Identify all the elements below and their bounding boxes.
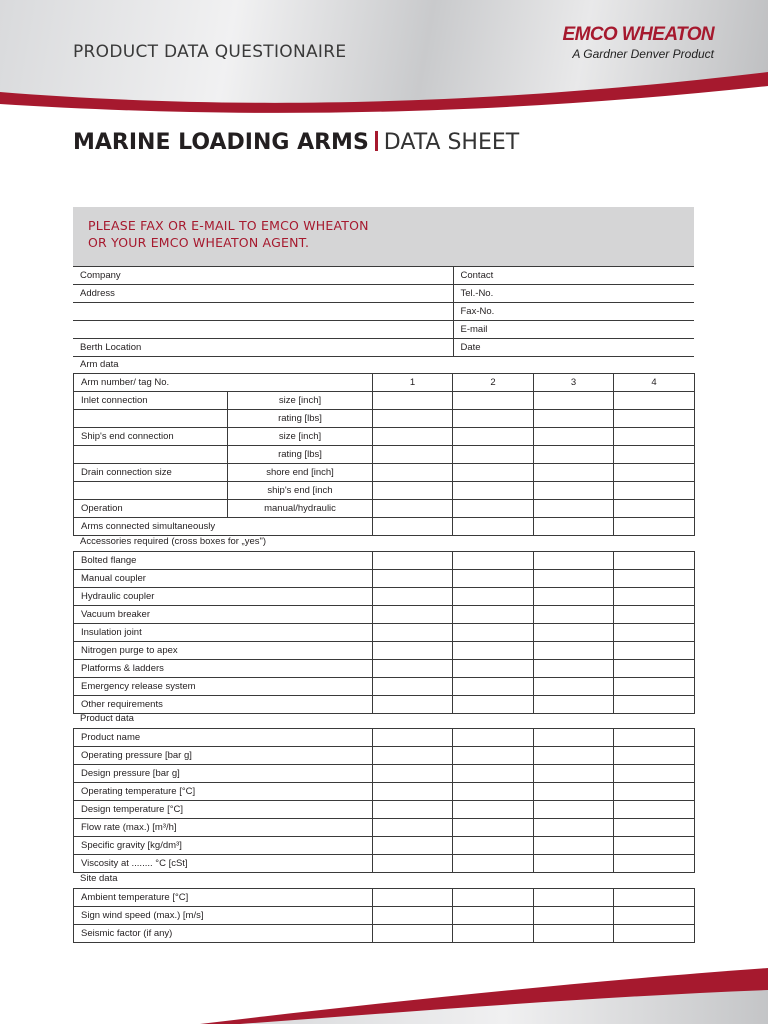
row-label: Ambient temperature [°C] xyxy=(74,889,373,907)
questionnaire-title: PRODUCT DATA QUESTIONAIRE xyxy=(73,42,347,62)
row-label: Vacuum breaker xyxy=(74,606,373,624)
checkbox-cell[interactable] xyxy=(534,624,614,642)
table-row xyxy=(74,482,695,500)
input-cell[interactable] xyxy=(373,907,453,925)
checkbox-cell[interactable] xyxy=(453,696,534,714)
table-row xyxy=(74,588,695,606)
input-cell[interactable] xyxy=(453,446,534,464)
table-row xyxy=(74,374,695,392)
input-cell[interactable] xyxy=(614,518,695,536)
input-cell[interactable] xyxy=(453,801,534,819)
brand-logo: EMCO WHEATON xyxy=(562,24,714,45)
input-cell[interactable] xyxy=(534,464,614,482)
input-cell[interactable] xyxy=(614,889,695,907)
arm-col-4: 4 xyxy=(614,374,695,392)
table-row xyxy=(74,500,695,518)
input-cell[interactable] xyxy=(534,410,614,428)
input-cell[interactable] xyxy=(614,907,695,925)
table-row xyxy=(74,907,695,925)
input-cell[interactable] xyxy=(534,729,614,747)
row-sub-label: manual/hydraulic xyxy=(228,500,373,518)
input-cell[interactable] xyxy=(534,907,614,925)
checkbox-cell[interactable] xyxy=(534,552,614,570)
row-label: Sign wind speed (max.) [m/s] xyxy=(74,907,373,925)
checkbox-cell[interactable] xyxy=(614,624,695,642)
checkbox-cell[interactable] xyxy=(534,660,614,678)
row-label: Bolted flange xyxy=(74,552,373,570)
input-cell[interactable] xyxy=(453,747,534,765)
input-cell[interactable] xyxy=(614,392,695,410)
row-sub-label: size [inch] xyxy=(228,392,373,410)
checkbox-cell[interactable] xyxy=(614,678,695,696)
input-cell[interactable] xyxy=(614,925,695,943)
table-row xyxy=(73,339,694,357)
row-label: Ship's end connection xyxy=(74,428,228,446)
checkbox-cell[interactable] xyxy=(373,660,453,678)
checkbox-cell[interactable] xyxy=(373,642,453,660)
checkbox-cell[interactable] xyxy=(614,552,695,570)
input-cell[interactable] xyxy=(453,925,534,943)
row-label: Platforms & ladders xyxy=(74,660,373,678)
table-row xyxy=(74,889,695,907)
checkbox-cell[interactable] xyxy=(614,570,695,588)
table-row xyxy=(74,464,695,482)
checkbox-cell[interactable] xyxy=(614,606,695,624)
table-row xyxy=(74,696,695,714)
arm-data-table xyxy=(73,373,695,536)
row-label: Emergency release system xyxy=(74,678,373,696)
input-cell[interactable] xyxy=(534,765,614,783)
input-cell[interactable] xyxy=(373,464,453,482)
input-cell[interactable] xyxy=(373,837,453,855)
input-cell[interactable] xyxy=(534,889,614,907)
row-label: Manual coupler xyxy=(74,570,373,588)
row-label: Design pressure [bar g] xyxy=(74,765,373,783)
checkbox-cell[interactable] xyxy=(453,624,534,642)
input-cell[interactable] xyxy=(614,428,695,446)
row-label: Insulation joint xyxy=(74,624,373,642)
checkbox-cell[interactable] xyxy=(373,624,453,642)
title-light: DATA SHEET xyxy=(383,130,520,155)
notice-line-2: OR YOUR EMCO WHEATON AGENT. xyxy=(88,235,310,250)
row-label: Nitrogen purge to apex xyxy=(74,642,373,660)
input-cell[interactable] xyxy=(373,925,453,943)
input-cell[interactable] xyxy=(534,518,614,536)
input-cell[interactable] xyxy=(614,410,695,428)
input-cell[interactable] xyxy=(453,410,534,428)
table-row xyxy=(74,446,695,464)
input-cell[interactable] xyxy=(534,482,614,500)
checkbox-cell[interactable] xyxy=(534,588,614,606)
checkbox-cell[interactable] xyxy=(373,588,453,606)
checkbox-cell[interactable] xyxy=(614,660,695,678)
input-cell[interactable] xyxy=(614,729,695,747)
input-cell[interactable] xyxy=(453,783,534,801)
table-row xyxy=(74,428,695,446)
table-row xyxy=(74,552,695,570)
input-cell[interactable] xyxy=(453,819,534,837)
row-label: Operating temperature [°C] xyxy=(74,783,373,801)
brand-tagline: A Gardner Denver Product xyxy=(572,47,714,61)
input-cell[interactable] xyxy=(614,482,695,500)
row-label: Flow rate (max.) [m³/h] xyxy=(74,819,373,837)
section-product-data: Product data xyxy=(80,713,134,724)
document-title xyxy=(73,130,519,155)
input-cell[interactable] xyxy=(534,392,614,410)
input-cell[interactable] xyxy=(534,801,614,819)
product-data-table xyxy=(73,728,695,873)
row-sub-label: ship's end [inch xyxy=(228,482,373,500)
address-field[interactable]: Address xyxy=(73,285,453,303)
input-cell[interactable] xyxy=(614,500,695,518)
date-field[interactable]: Date xyxy=(453,339,694,357)
table-row xyxy=(74,855,695,873)
row-label: Hydraulic coupler xyxy=(74,588,373,606)
input-cell[interactable] xyxy=(453,765,534,783)
checkbox-cell[interactable] xyxy=(373,678,453,696)
input-cell[interactable] xyxy=(373,428,453,446)
input-cell[interactable] xyxy=(534,819,614,837)
table-row xyxy=(74,801,695,819)
input-cell[interactable] xyxy=(534,783,614,801)
row-sub-label: rating [lbs] xyxy=(228,446,373,464)
input-cell[interactable] xyxy=(453,392,534,410)
contact-table xyxy=(73,266,694,357)
input-cell[interactable] xyxy=(373,446,453,464)
section-arm-data: Arm data xyxy=(80,359,119,370)
checkbox-cell[interactable] xyxy=(453,642,534,660)
notice-line-1: PLEASE FAX OR E-MAIL TO EMCO WHEATON xyxy=(88,218,369,233)
input-cell[interactable] xyxy=(614,837,695,855)
arm-col-3: 3 xyxy=(534,374,614,392)
input-cell[interactable] xyxy=(453,500,534,518)
input-cell[interactable] xyxy=(534,855,614,873)
input-cell[interactable] xyxy=(453,855,534,873)
checkbox-cell[interactable] xyxy=(534,642,614,660)
title-divider xyxy=(375,131,378,151)
accessories-table xyxy=(73,551,695,714)
section-accessories: Accessories required (cross boxes for „yes") xyxy=(80,536,267,547)
fax-field[interactable]: Fax-No. xyxy=(453,303,694,321)
fax-notice xyxy=(73,207,694,266)
input-cell[interactable] xyxy=(373,482,453,500)
row-label: Operating pressure [bar g] xyxy=(74,747,373,765)
checkbox-cell[interactable] xyxy=(534,606,614,624)
address-field-2[interactable] xyxy=(73,303,453,321)
input-cell[interactable] xyxy=(373,518,453,536)
input-cell[interactable] xyxy=(614,783,695,801)
table-row xyxy=(73,303,694,321)
input-cell[interactable] xyxy=(373,747,453,765)
row-label: Other requirements xyxy=(74,696,373,714)
input-cell[interactable] xyxy=(373,500,453,518)
title-bold: MARINE LOADING ARMS xyxy=(73,130,369,155)
row-label: Design temperature [°C] xyxy=(74,801,373,819)
input-cell[interactable] xyxy=(534,925,614,943)
site-data-table xyxy=(73,888,695,943)
arm-col-2: 2 xyxy=(453,374,534,392)
checkbox-cell[interactable] xyxy=(453,552,534,570)
row-sub-label: shore end [inch] xyxy=(228,464,373,482)
input-cell[interactable] xyxy=(373,765,453,783)
row-label: Seismic factor (if any) xyxy=(74,925,373,943)
checkbox-cell[interactable] xyxy=(453,678,534,696)
input-cell[interactable] xyxy=(453,889,534,907)
input-cell[interactable] xyxy=(534,500,614,518)
input-cell[interactable] xyxy=(614,464,695,482)
input-cell[interactable] xyxy=(453,428,534,446)
input-cell[interactable] xyxy=(534,747,614,765)
checkbox-cell[interactable] xyxy=(614,696,695,714)
input-cell[interactable] xyxy=(534,428,614,446)
table-row xyxy=(74,606,695,624)
checkbox-cell[interactable] xyxy=(534,696,614,714)
input-cell[interactable] xyxy=(453,518,534,536)
arm-col-1: 1 xyxy=(373,374,453,392)
table-row xyxy=(74,642,695,660)
checkbox-cell[interactable] xyxy=(453,606,534,624)
address-field-3[interactable] xyxy=(73,321,453,339)
tel-field[interactable]: Tel.-No. xyxy=(453,285,694,303)
row-label xyxy=(74,410,228,428)
input-cell[interactable] xyxy=(614,801,695,819)
contact-field[interactable]: Contact xyxy=(453,267,694,285)
table-row xyxy=(74,765,695,783)
input-cell[interactable] xyxy=(373,410,453,428)
section-site-data: Site data xyxy=(80,873,118,884)
row-label: Product name xyxy=(74,729,373,747)
checkbox-cell[interactable] xyxy=(534,570,614,588)
checkbox-cell[interactable] xyxy=(614,642,695,660)
checkbox-cell[interactable] xyxy=(373,552,453,570)
row-label: Drain connection size xyxy=(74,464,228,482)
table-row xyxy=(73,285,694,303)
table-row xyxy=(74,410,695,428)
checkbox-cell[interactable] xyxy=(453,660,534,678)
row-label xyxy=(74,446,228,464)
checkbox-cell[interactable] xyxy=(373,570,453,588)
input-cell[interactable] xyxy=(453,482,534,500)
row-label: Operation xyxy=(74,500,228,518)
arm-number-label: Arm number/ tag No. xyxy=(74,374,373,392)
checkbox-cell[interactable] xyxy=(534,678,614,696)
input-cell[interactable] xyxy=(534,446,614,464)
input-cell[interactable] xyxy=(614,855,695,873)
table-row xyxy=(73,267,694,285)
row-label: Arms connected simultaneously xyxy=(74,518,373,536)
checkbox-cell[interactable] xyxy=(614,588,695,606)
input-cell[interactable] xyxy=(614,747,695,765)
input-cell[interactable] xyxy=(614,819,695,837)
input-cell[interactable] xyxy=(453,837,534,855)
row-label: Inlet connection xyxy=(74,392,228,410)
email-field[interactable]: E-mail xyxy=(453,321,694,339)
table-row xyxy=(74,729,695,747)
row-label xyxy=(74,482,228,500)
input-cell[interactable] xyxy=(614,446,695,464)
berth-location-field[interactable]: Berth Location xyxy=(73,339,453,357)
input-cell[interactable] xyxy=(453,907,534,925)
input-cell[interactable] xyxy=(534,837,614,855)
input-cell[interactable] xyxy=(373,819,453,837)
header-band xyxy=(0,0,768,125)
input-cell[interactable] xyxy=(373,801,453,819)
table-row xyxy=(74,624,695,642)
checkbox-cell[interactable] xyxy=(453,570,534,588)
input-cell[interactable] xyxy=(453,729,534,747)
row-label: Specific gravity [kg/dm³] xyxy=(74,837,373,855)
footer-swoosh xyxy=(0,960,768,1024)
input-cell[interactable] xyxy=(373,392,453,410)
input-cell[interactable] xyxy=(453,464,534,482)
row-sub-label: rating [lbs] xyxy=(228,410,373,428)
checkbox-cell[interactable] xyxy=(453,588,534,606)
table-row xyxy=(73,321,694,339)
table-row xyxy=(74,819,695,837)
input-cell[interactable] xyxy=(373,855,453,873)
table-row xyxy=(74,837,695,855)
table-row xyxy=(74,392,695,410)
checkbox-cell[interactable] xyxy=(373,606,453,624)
table-row xyxy=(74,925,695,943)
input-cell[interactable] xyxy=(373,783,453,801)
table-row xyxy=(74,570,695,588)
table-row xyxy=(74,660,695,678)
input-cell[interactable] xyxy=(373,889,453,907)
table-row xyxy=(74,678,695,696)
input-cell[interactable] xyxy=(614,765,695,783)
input-cell[interactable] xyxy=(373,729,453,747)
company-field[interactable]: Company xyxy=(73,267,453,285)
header-swoosh xyxy=(0,0,768,125)
table-row xyxy=(74,783,695,801)
row-label: Viscosity at ........ °C [cSt] xyxy=(74,855,373,873)
row-sub-label: size [inch] xyxy=(228,428,373,446)
table-row xyxy=(74,747,695,765)
checkbox-cell[interactable] xyxy=(373,696,453,714)
